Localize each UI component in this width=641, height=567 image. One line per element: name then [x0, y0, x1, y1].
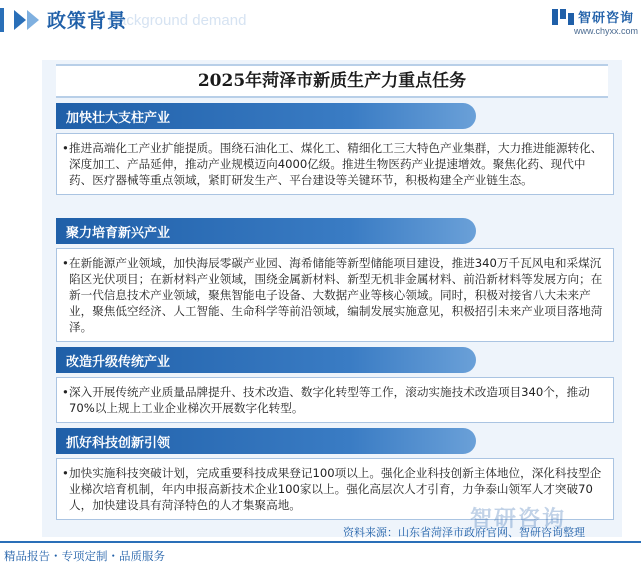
section-pillar-industry: [56, 103, 614, 195]
bullet-icon: •: [62, 141, 69, 155]
bullet-icon: •: [62, 256, 69, 270]
section-text: 推进高端化工产业扩能提质。围绕石油化工、煤化工、精细化工三大特色产业集群，大力推进能源转化、深度加工、产品延伸，推动产业规模迈向4000亿级。推进生物医药产业提速增效。聚焦化药、现代中药、医疗器械等重点领域，紧盯研发生产、平台建设等关键环节，积极构建全产业链生态。: [69, 141, 603, 187]
section-body: [56, 133, 614, 195]
logo-text: 智研咨询: [578, 11, 635, 26]
section-text: 在新能源产业领域，加快海辰零碳产业园、海希储能等新型储能项目建设，推进340万千瓦风电和采煤沉陷区光伏项目；在新材料产业领域，围绕金属新材料、新型无机非金属材料、前沿新材料等发展方向；在新一代信息技术产业领域，聚焦智能电子设备、大数据产业等核心领域。同时，积极对接省八大未来产业，聚焦低空经济、人工智能、生命科学等前沿领域，编制发展实施意见，积极招引未来产业项目落地菏泽。: [69, 256, 603, 334]
main-title: 2025年菏泽市新质生产力重点任务: [197, 71, 467, 91]
section-title: 聚力培育新兴产业: [66, 226, 171, 241]
section-body: [56, 248, 614, 342]
page-title: 政策背景: [47, 10, 128, 32]
footer: [0, 541, 641, 567]
main-title-box: [56, 64, 608, 98]
watermark: 智研咨询: [470, 507, 567, 532]
source-note: 资料来源：山东省菏泽市政府官网、智研咨询整理: [343, 526, 585, 539]
header-watermark: Background demand: [108, 12, 247, 29]
chevron-right-icon: [14, 10, 26, 30]
footer-divider: [0, 541, 641, 543]
chevron-right-icon: [27, 10, 39, 30]
section-text: 加快实施科技突破计划，完成重要科技成果登记100项以上。强化企业科技创新主体地位，深化科技型企业梯次培育机制，年内申报高新技术企业100家以上。强化高层次人才引育，力争泰山领军人才突破70人，加快建设具有菏泽特色的人才集聚高地。: [69, 466, 602, 512]
section-header: [56, 347, 476, 373]
section-emerging-industry: [56, 218, 614, 342]
section-title: 抓好科技创新引领: [66, 436, 171, 451]
header: [0, 0, 641, 42]
bullet-icon: •: [62, 385, 69, 399]
section-header: [56, 428, 476, 454]
logo-icon: [552, 9, 574, 25]
section-header: [56, 103, 476, 129]
section-traditional-industry: [56, 347, 614, 423]
footer-tagline: 精品报告・专项定制・品质服务: [4, 549, 165, 563]
section-text: 深入开展传统产业质量品牌提升、技术改造、数字化转型等工作，滚动实施技术改造项目340个，推动70%以上规上工业企业梯次开展数字化转型。: [69, 385, 590, 415]
section-title: 改造升级传统产业: [66, 355, 171, 370]
section-body: [56, 377, 614, 423]
logo-url: www.chyxx.com: [574, 26, 639, 36]
section-header: [56, 218, 476, 244]
header-accent-bar: [0, 8, 4, 32]
brand-logo: [552, 7, 634, 26]
section-title: 加快壮大支柱产业: [66, 111, 171, 126]
bullet-icon: •: [62, 466, 69, 480]
